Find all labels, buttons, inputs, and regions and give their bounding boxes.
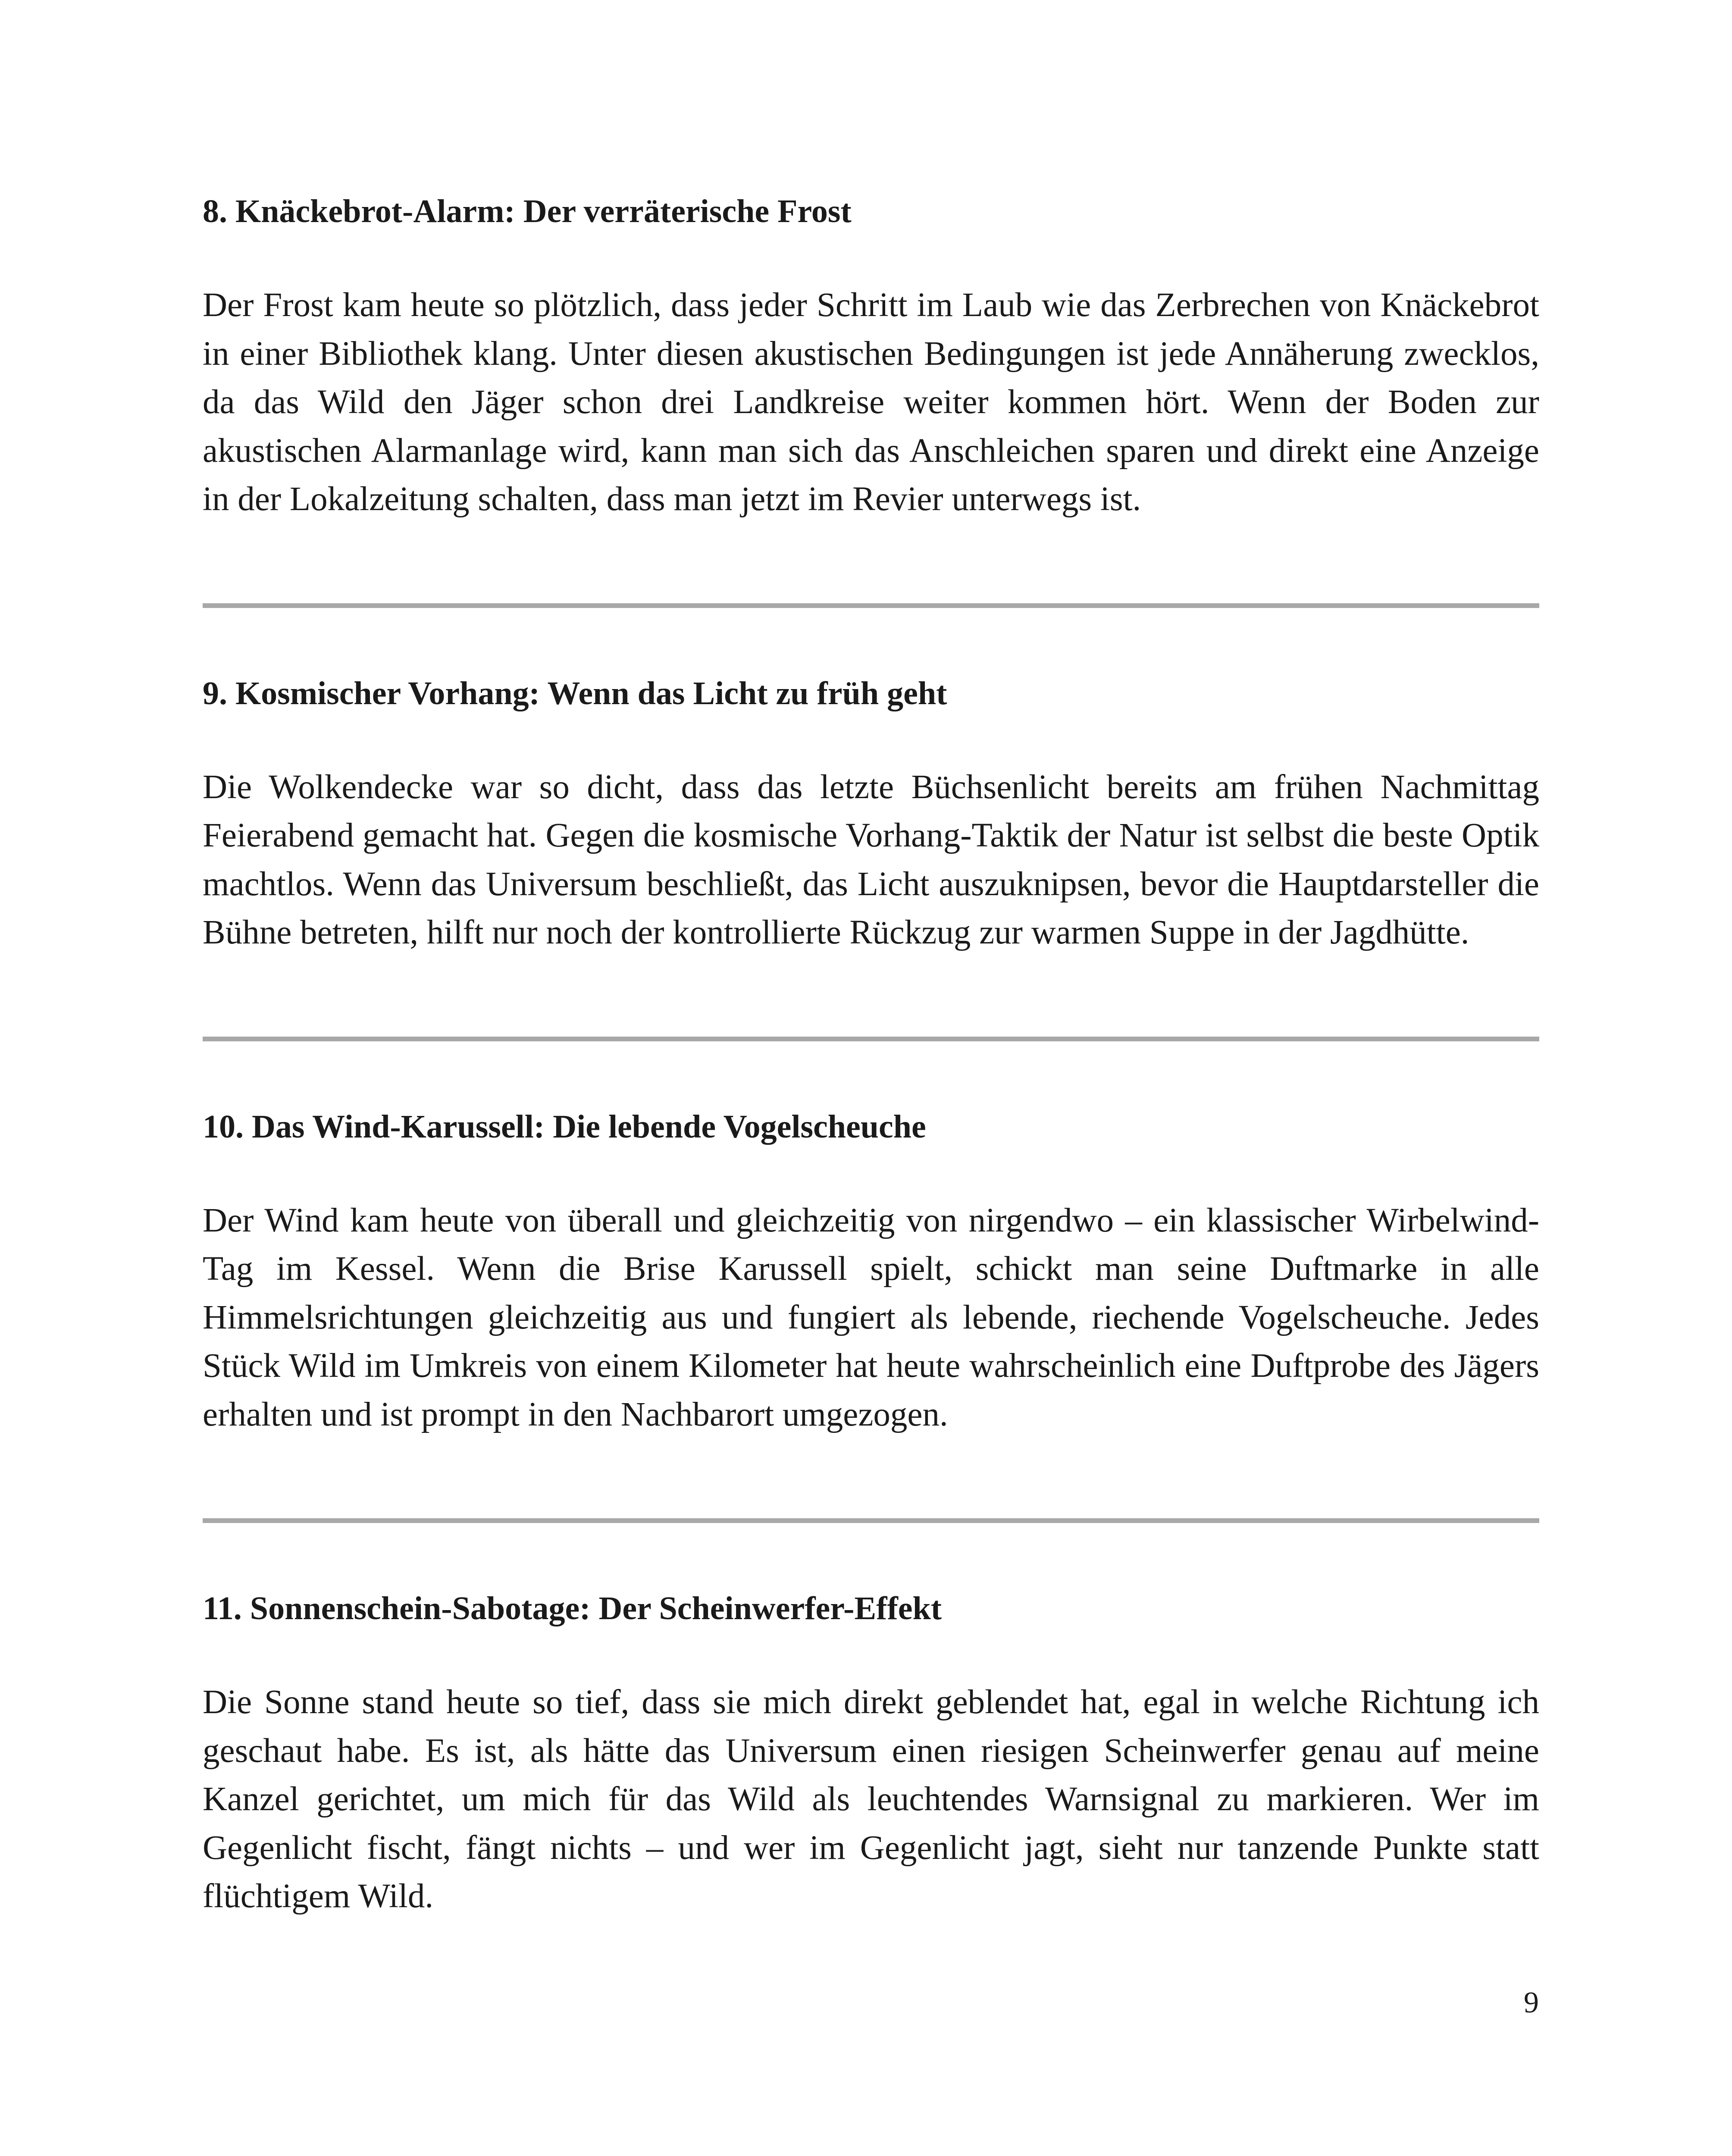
- section-9: [203, 672, 1539, 957]
- page-number: 9: [1524, 1986, 1539, 2019]
- section-body: Der Wind kam heute von überall und gleichzeitig von nirgendwo – ein klassischer Wirbelwind-Tag im Kessel. Wenn die Brise Karussell spielt, schickt man seine Duftmarke in alle Himmelsrichtungen gleichzeitig aus und fungiert als lebende, riechende Vogelscheuche. Jedes Stück Wild im Umkreis von einem Kilometer hat heute wahrscheinlich eine Duftprobe des Jägers erhalten und ist prompt in den Nachbarort umgezogen.: [203, 1201, 1539, 1433]
- section-divider: [203, 1037, 1539, 1041]
- section-body: Der Frost kam heute so plötzlich, dass jeder Schritt im Laub wie das Zerbrechen von Knäckebrot in einer Bibliothek klang. Unter diesen akustischen Bedingungen ist jede Annäherung zwecklos, da das Wild den Jäger schon drei Landkreise weiter kommen hört. Wenn der Boden zur akustischen Alarmanlage wird, kann man sich das Anschleichen sparen und direkt eine Anzeige in der Lokalzeitung schalten, dass man jetzt im Revier unterwegs ist.: [203, 286, 1539, 518]
- section-title: 9. Kosmischer Vorhang: Wenn das Licht zu früh geht: [203, 675, 947, 711]
- section-title: 11. Sonnenschein-Sabotage: Der Scheinwerfer-Effekt: [203, 1590, 942, 1626]
- section-divider: [203, 1518, 1539, 1523]
- section-body: Die Wolkendecke war so dicht, dass das letzte Büchsenlicht bereits am frühen Nachmittag Feierabend gemacht hat. Gegen die kosmische Vorhang-Taktik der Natur ist selbst die beste Optik machtlos. Wenn das Universum beschließt, das Licht auszuknipsen, bevor die Hauptdarsteller die Bühne betreten, hilft nur noch der kontrollierte Rückzug zur warmen Suppe in der Jagdhütte.: [203, 768, 1539, 951]
- document-page: [203, 190, 1539, 1921]
- section-body: Die Sonne stand heute so tief, dass sie mich direkt geblendet hat, egal in welche Richtung ich geschaut habe. Es ist, als hätte das Universum einen riesigen Scheinwerfer genau auf meine Kanzel gerichtet, um mich für das Wild als leuchtendes Warnsignal zu markieren. Wer im Gegenlicht fischt, fängt nichts – und wer im Gegenlicht jagt, sieht nur tanzende Punkte statt flüchtigem Wild.: [203, 1683, 1539, 1915]
- section-10: [203, 1105, 1539, 1439]
- section-divider: [203, 603, 1539, 608]
- section-11: [203, 1587, 1539, 1921]
- section-title: 8. Knäckebrot-Alarm: Der verräterische Frost: [203, 193, 852, 229]
- section-8: [203, 190, 1539, 524]
- section-title: 10. Das Wind-Karussell: Die lebende Vogelscheuche: [203, 1108, 926, 1145]
